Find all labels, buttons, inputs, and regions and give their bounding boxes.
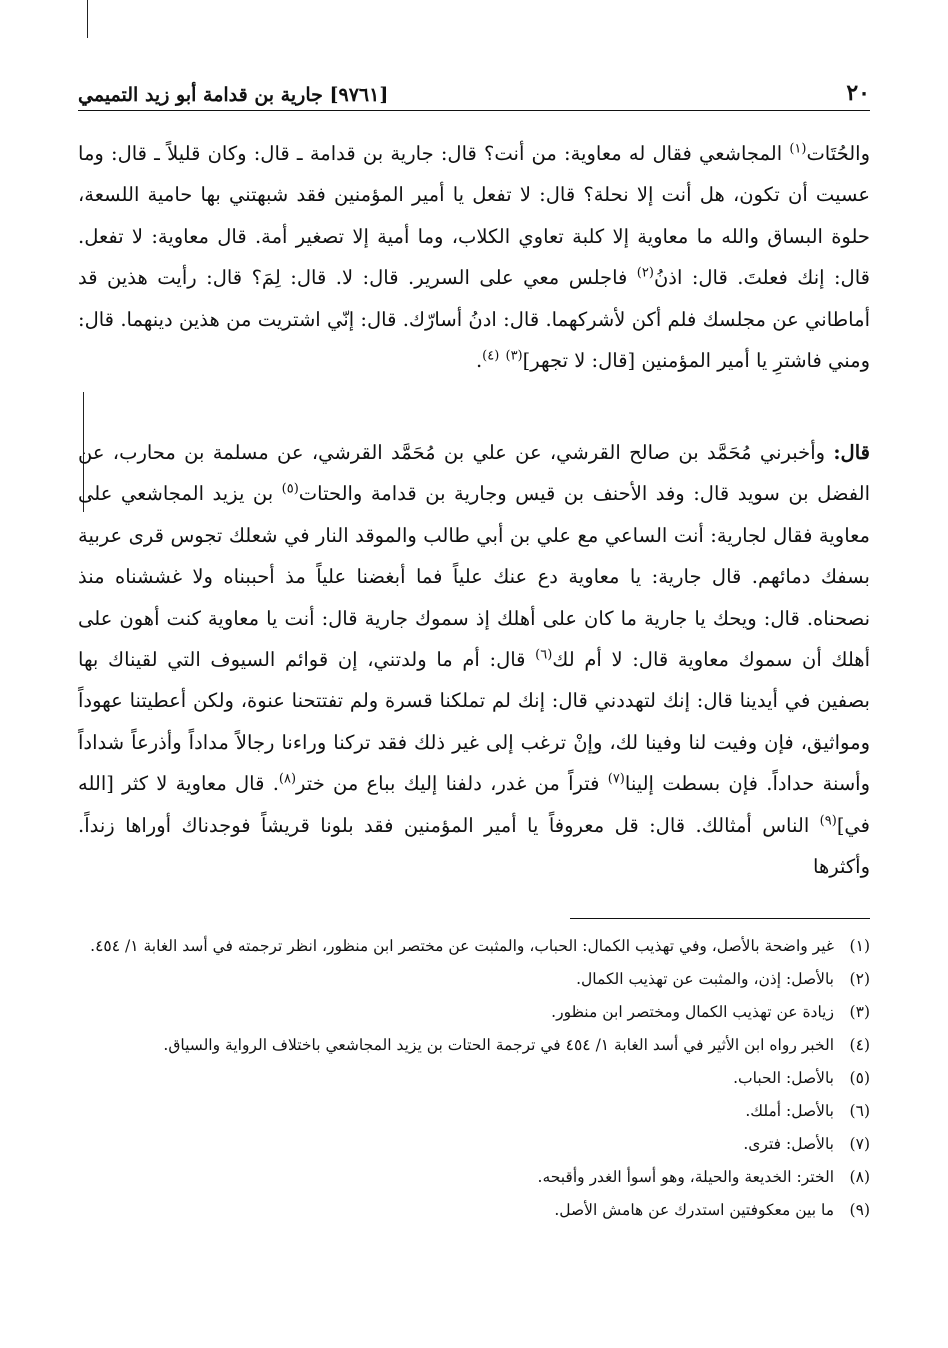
footnote-text: الختر: الخديعة والحيلة، وهو أسوأ الغدر وأقبحه. <box>537 1168 834 1186</box>
footnote-number: (١) <box>849 937 870 955</box>
footnote-text: ما بين معكوفتين استدرك عن هامش الأصل. <box>554 1201 834 1219</box>
footnote-item <box>78 1194 870 1227</box>
footnote-item <box>78 963 870 996</box>
footnote-number: (٨) <box>849 1168 870 1186</box>
footnotes <box>78 930 870 1227</box>
text-segment: فتراً من غدر، دلفنا إليك بباع من ختر <box>296 772 608 796</box>
footnote-text: بالأصل: فترى. <box>743 1135 834 1153</box>
footnote-text: بالأصل: الحباب. <box>733 1069 834 1087</box>
footnote-item <box>78 996 870 1029</box>
footnote-number: (٧) <box>849 1135 870 1153</box>
page-number: ٢٠ <box>846 80 870 106</box>
footnote-item <box>78 1095 870 1128</box>
page-header <box>78 66 870 106</box>
footnote-ref: (٧) <box>607 771 625 787</box>
footnote-item <box>78 1161 870 1194</box>
footnote-number: (٦) <box>849 1102 870 1120</box>
footnote-number: (٢) <box>849 970 870 988</box>
footnote-item <box>78 930 870 963</box>
text-segment: وأخبرني مُحَمَّد بن صالح القرشي، عن علي بن مُحَمَّد القرشي، عن مسلمة بن محارب، عن الفضل بن سويد قال: وفد الأحنف بن قيس وجارية بن قدامة والحتات <box>78 441 870 506</box>
footnote-ref: (٢) <box>636 265 654 281</box>
header-rule <box>78 110 870 111</box>
running-title: [٩٧٦١] جارية بن قدامة أبو زيد التميمي <box>78 84 389 106</box>
footnote-text: زيادة عن تهذيب الكمال ومختصر ابن منظور. <box>551 1003 834 1021</box>
footnote-item <box>78 1029 870 1062</box>
footnote-ref: (٦) <box>535 647 553 663</box>
footnote-ref: (٩) <box>819 813 837 829</box>
footnote-text: بالأصل: أملك. <box>745 1102 834 1120</box>
footnote-item <box>78 1062 870 1095</box>
text-segment: قال: أم ما ولدتني، إن قوائم السيوف التي لقيناك بها بصفين في أيدينا قال: إنك لتهددني قال: إنك لم تملكنا قسرة ولم تفتتحنا عنوة، ولكن أعطيتنا عهوداً ومواثيق، فإن وفيت لنا وفينا لك، وإنْ ترغب إلى غير ذلك فقد تركنا وراءنا رجالاً مداداً وأذرعاً شداداً وأسنة حداداً. فإن بسطت إلينا <box>78 648 871 796</box>
footnote-ref: (٨) <box>278 771 297 787</box>
footnote-ref: (٥) <box>281 481 299 497</box>
text-segment: فاجلس معي على السرير. قال: لا. قال: لِمَ؟ قال: رأيت هذين قد أماطاني عن مجلسك فلم أكن لأشركهما. قال: ادنُ أسارّك. قال: إنّي اشتريت من هذين دينهما. قال: ومني فاشترِ يا أمير المؤمنين [قال: لا تجهر] <box>78 266 870 373</box>
footnote-text: غير واضحة بالأصل، وفي تهذيب الكمال: الحباب، والمثبت عن مختصر ابن منظور، انظر ترجمته في أسد الغابة ١/ ٤٥٤. <box>90 937 834 955</box>
footnote-text: الخبر رواه ابن الأثير في أسد الغابة ١/ ٤٥٤ في ترجمة الحتات بن يزيد المجاشعي باختلاف الرواية والسياق. <box>163 1036 834 1054</box>
footnote-ref: (٣) <box>505 348 523 364</box>
text-segment: . قال معاوية لا كثر [الله في] <box>78 772 870 837</box>
text-segment: المجاشعي فقال له معاوية: من أنت؟ قال: جارية بن قدامة ـ قال: وكان قليلاً ـ قال: وما عسيت أن تكون، هل أنت إلا نحلة؟ قال: لا تفعل يا أمير المؤمنين فقد شبهتني بها حامية اللسعة، حلوة البساق والله ما معاوية إلا كلبة تعاوي الكلاب، وما أمية إلا تصغير أمة. قال معاوية: لا تفعل. قال: إنك فعلتَ. قال: اذنُ <box>78 142 870 290</box>
footnote-ref: (٤) <box>482 348 500 364</box>
speaker-label: قال: <box>833 441 870 464</box>
footnote-number: (٩) <box>849 1201 870 1219</box>
footnote-ref: (١) <box>789 141 807 157</box>
paragraph-2 <box>78 432 870 887</box>
footnote-item <box>78 1128 870 1161</box>
scan-artifact-line <box>87 0 88 38</box>
paragraph-1 <box>78 133 870 381</box>
footnote-separator <box>570 918 870 919</box>
text-segment: . <box>475 349 483 373</box>
footnote-number: (٥) <box>849 1069 870 1087</box>
text-segment: بن يزيد المجاشعي على معاوية فقال لجارية: أنت الساعي مع علي بن أبي طالب والموقد النار في شعلك تجوس قرى عربية بسفك دمائهم. قال جارية: يا معاوية دع عنك علياً فما أبغضنا علياً مذ أحببناه ولا غششناه منذ نصحناه. قال: ويحك يا جارية ما كان على أهلك إذ سموك جارية قال: أنت يا معاوية كنت أهون على أهلك أن سموك معاوية قال: لا أم لك <box>78 482 871 672</box>
footnote-number: (٣) <box>849 1003 870 1021</box>
footnote-number: (٤) <box>849 1036 870 1054</box>
text-segment: الناس أمثالك. قال: قل معروفاً يا أمير المؤمنين فقد بلونا قريشاً فوجدناك أوراها زنداً. وأكثرها <box>78 813 870 879</box>
footnote-text: بالأصل: إذن، والمثبت عن تهذيب الكمال. <box>576 970 834 988</box>
text-segment: والحُتَات <box>806 142 870 165</box>
